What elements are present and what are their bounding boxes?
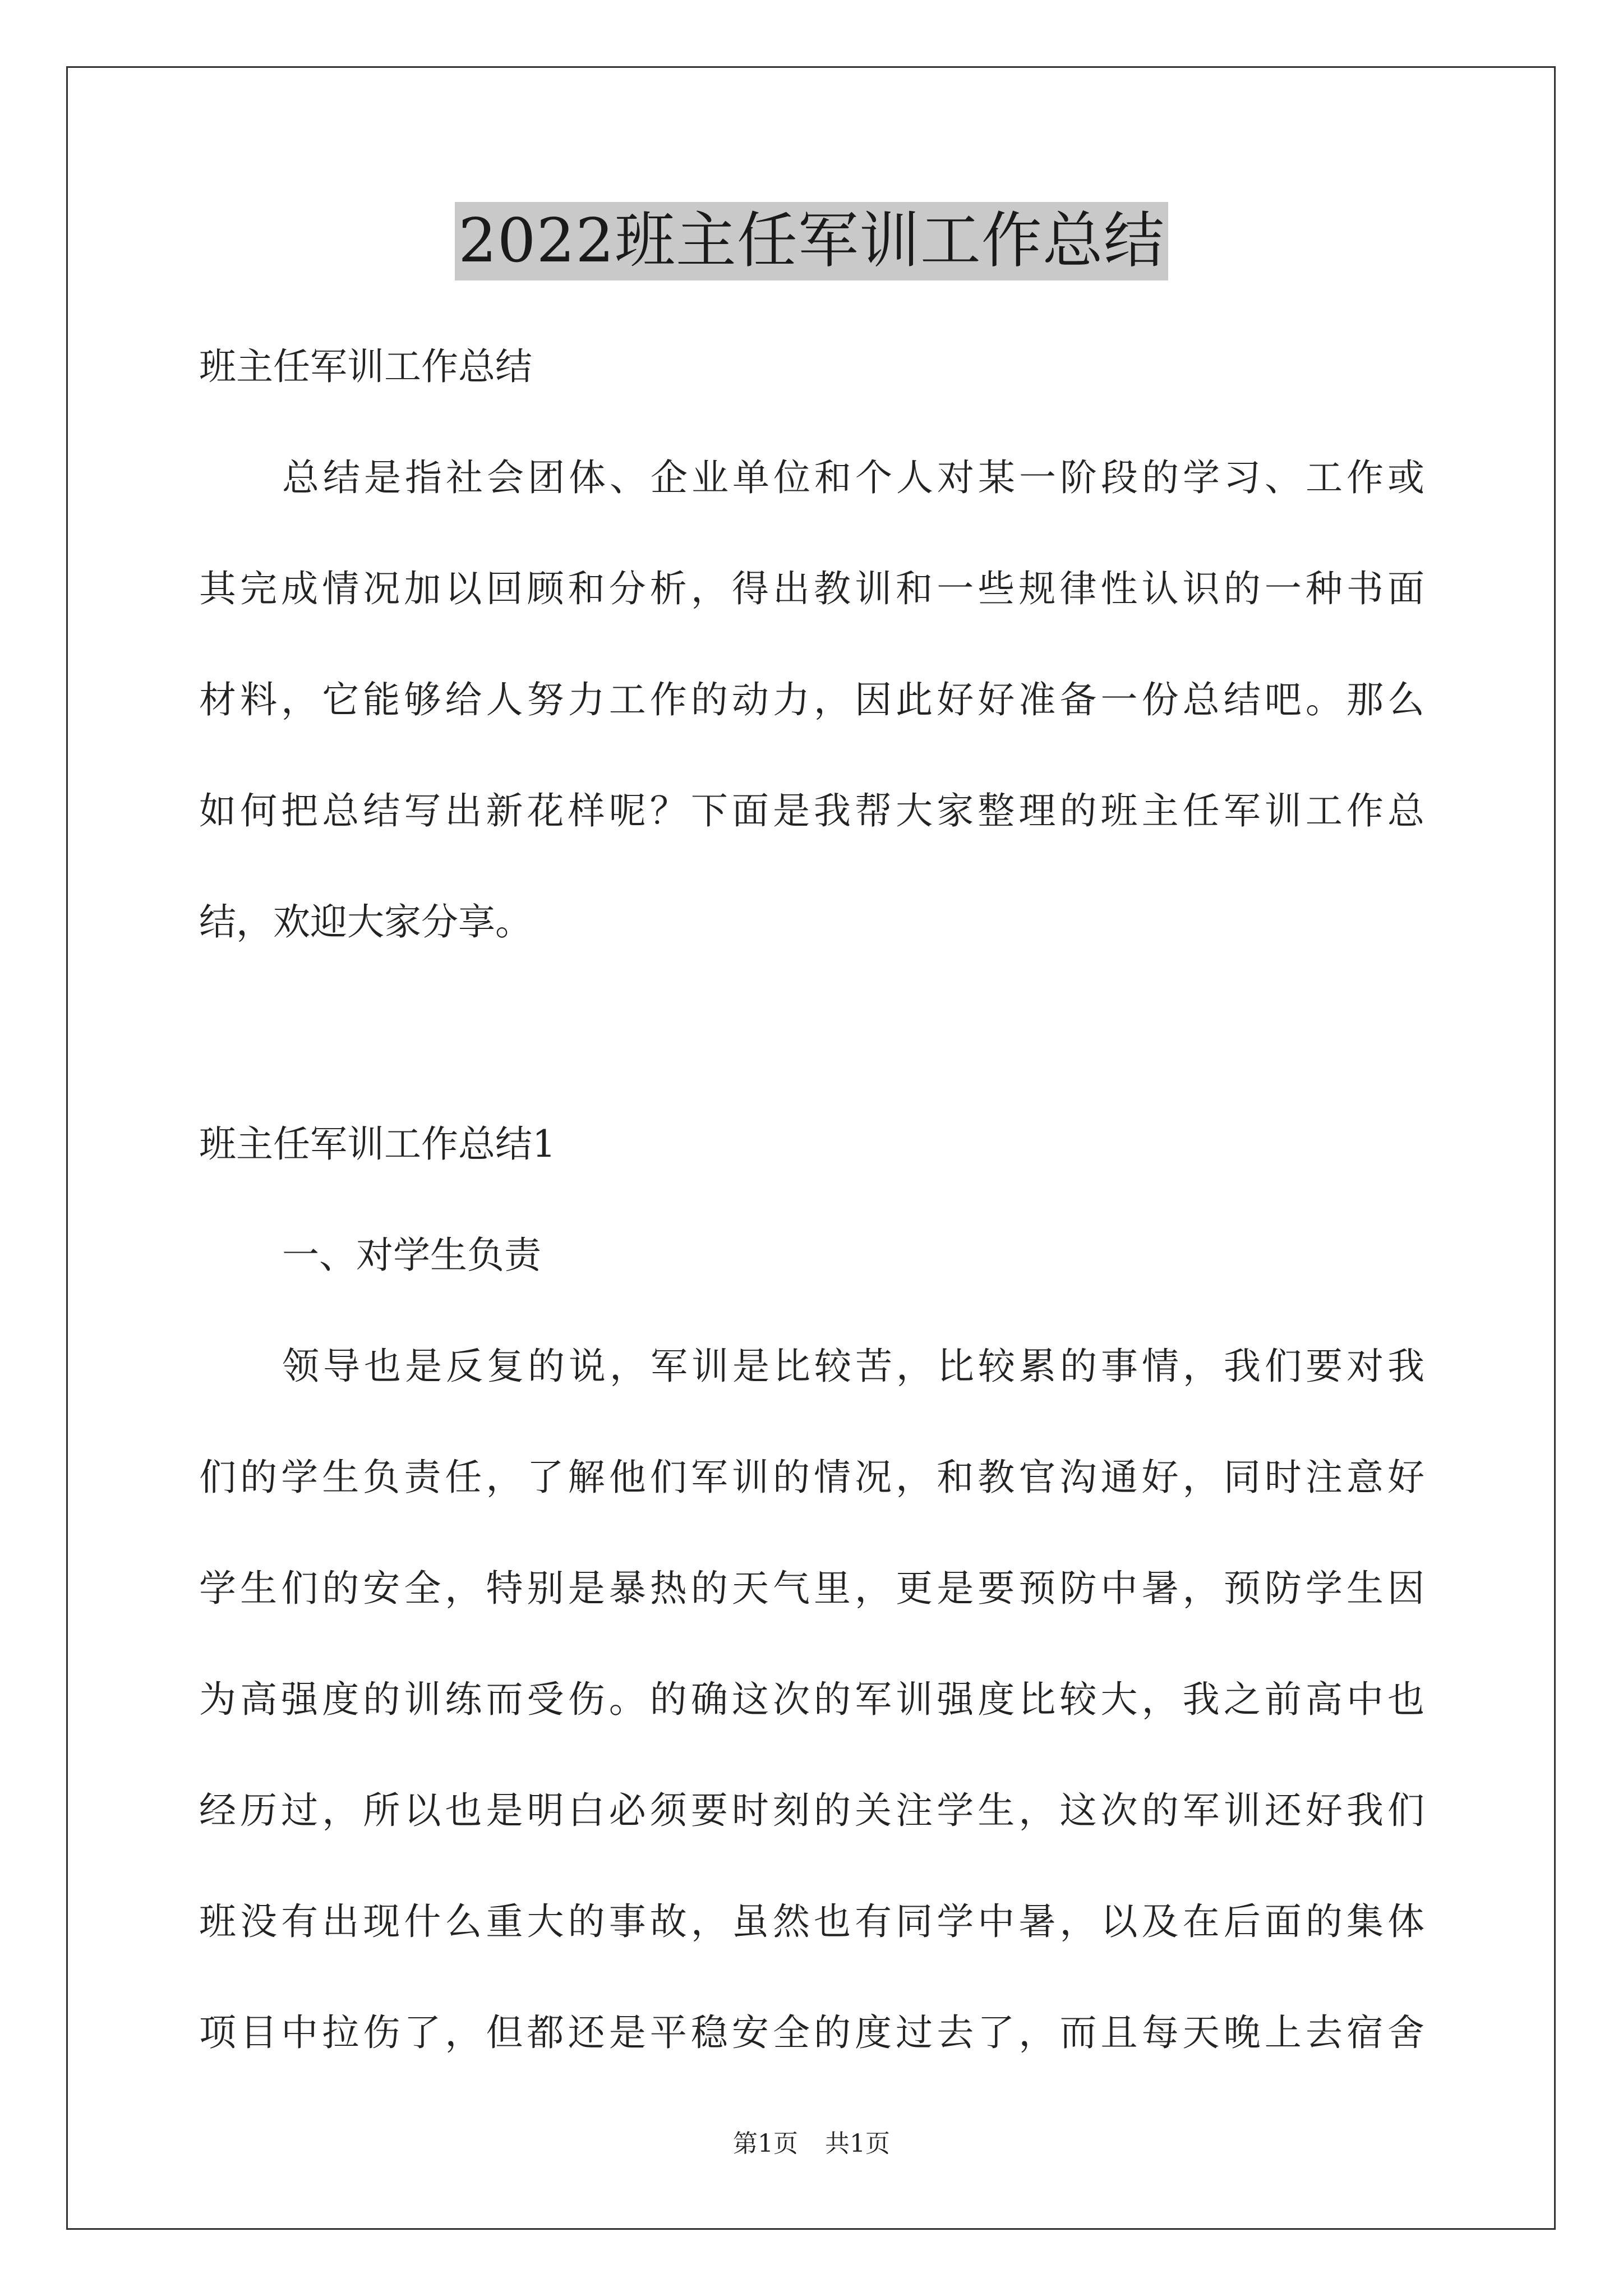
page-total: 共1页 <box>825 2129 890 2158</box>
body-line: 领导也是反复的说，军训是比较苦，比较累的事情，我们要对我 <box>282 1345 1424 1388</box>
document-title: 2022班主任军训工作总结 <box>455 202 1168 280</box>
section-heading: 班主任军训工作总结1 <box>199 1122 556 1166</box>
point-heading: 一、对学生负责 <box>282 1234 541 1277</box>
title-container <box>0 202 1623 280</box>
body-line: 班没有出现什么重大的事故，虽然也有同学中暑，以及在后面的集体 <box>199 1900 1424 1943</box>
body-line: 为高强度的训练而受伤。的确这次的军训强度比较大，我之前高中也 <box>199 1678 1424 1721</box>
body-line: 们的学生负责任，了解他们军训的情况，和教官沟通好，同时注意好 <box>199 1456 1424 1499</box>
intro-line: 结，欢迎大家分享。 <box>199 900 532 944</box>
page-footer <box>0 2127 1623 2161</box>
body-line: 学生们的安全，特别是暴热的天气里，更是要预防中暑，预防学生因 <box>199 1567 1424 1610</box>
body-line: 经历过，所以也是明白必须要时刻的关注学生，这次的军训还好我们 <box>199 1789 1424 1832</box>
body-line: 项目中拉伤了，但都还是平稳安全的度过去了，而且每天晚上去宿舍 <box>199 2011 1424 2054</box>
subtitle: 班主任军训工作总结 <box>199 345 532 388</box>
document-body <box>199 311 1424 2088</box>
paragraph-gap <box>199 978 1424 1089</box>
intro-line: 如何把总结写出新花样呢？下面是我帮大家整理的班主任军训工作总 <box>199 789 1424 832</box>
intro-line: 材料，它能够给人努力工作的动力，因此好好准备一份总结吧。那么 <box>199 678 1424 721</box>
intro-line: 其完成情况加以回顾和分析，得出教训和一些规律性认识的一种书面 <box>199 567 1424 610</box>
page-number: 第1页 <box>733 2129 798 2158</box>
intro-line: 总结是指社会团体、企业单位和个人对某一阶段的学习、工作或 <box>282 456 1424 499</box>
